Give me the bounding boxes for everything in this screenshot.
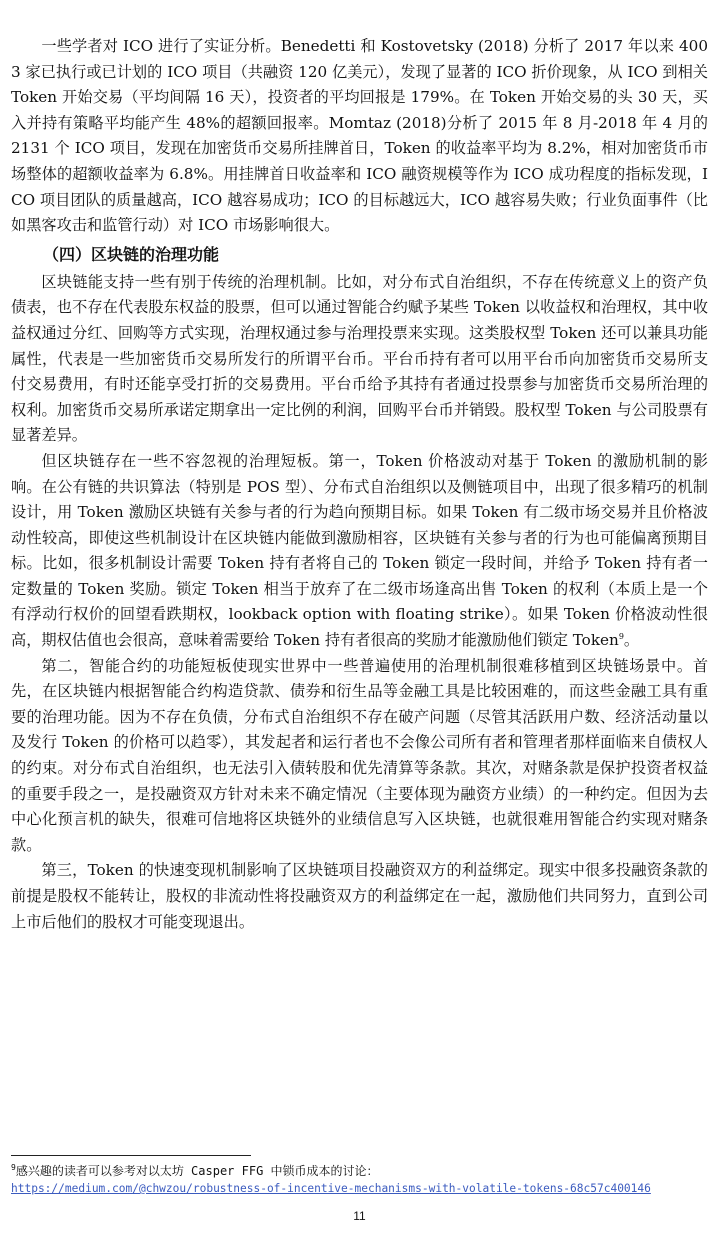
section-heading-governance: （四）区块链的治理功能 bbox=[43, 244, 220, 264]
paragraph-governance-shortcomings: 但区块链存在一些不容忽视的治理短板。第一，Token 价格波动对基于 Token 的激励机制的影响。在公有链的共识算法（特别是 POS 型）、分布式自治组织以及侧链项目中，出现了很多精巧的机制设计，用 Token 激励区块链有关参与者的行为趋向预期目标。如果 Token 有二级市场交易并且价格波动性较高，即使这些机制设计在区块链内能做到激励相容，区块链有关参与者的行为也可能偏离预期目标。比如，很多机制设计需要 Token 持有者将自己的 Token 锁定一段时间，并给予 Token 持有者一定数量的 Token 奖励。锁定 Token 相当于放弃了在二级市场逢高出售 Token 的权利（本质上是一个有浮动行权价的回望看跌期权，lookback option with floating strike）。如果 Token 价格波动性很高，期权估值也会很高，意味着需要给 Token 持有者很高的奖励才能激励他们锁定 Token$^9$。 bbox=[11, 451, 708, 650]
page-number: 11 bbox=[353, 1209, 366, 1223]
paragraph-ico-empirical-analysis: 一些学者对 ICO 进行了实证分析。Benedetti 和 Kostovetsky (2018) 分析了 2017 年以来 4003 家已执行或已计划的 ICO 项目（共融资 120 亿美元），发现了显著的 ICO 折价现象，从 ICO 到相关 Token 开始交易（平均间隔 16 天），投资者的平均回报是 179%。在 Token 开始交易的头 30 天，买入并持有策略平均能产生 48%的超额回报率。Momtaz (2018)分析了 2015 年 8 月-2018 年 4 月的 2131 个 ICO 项目，发现在加密货币交易所挂牌首日，Token 的收益率平均为 8.2%，相对加密货币市场整体的超额收益率为 6.8%。用挂牌首日收益率和 ICO 融资规模等作为 ICO 成功程度的指标发现，ICO 项目团队的质量越高，ICO 越容易成功；ICO 的目标越远大，ICO 越容易失败；行业负面事件（比如黑客攻击和监管行动）对 ICO 市场影响很大。 bbox=[11, 37, 708, 235]
footnote bbox=[11, 1163, 708, 1197]
footnote-text: 感兴趣的读者可以参考对以太坊 Casper FFG 中锁币成本的讨论： bbox=[15, 1164, 379, 1178]
paragraph-governance-mechanisms: 区块链能支持一些有别于传统的治理机制。比如，对分布式自治组织，不存在传统意义上的资产负债表，也不存在代表股东权益的股票，但可以通过智能合约赋予某些 Token 以收益权和治理权，其中收益权通过分红、回购等方式实现，治理权通过参与治理投票来实现。这类股权型 Token 还可以兼具功能属性，代表是一些加密货币交易所发行的所谓平台币。平台币持有者可以用平台币向加密货币交易所支付交易费用，有时还能享受打折的交易费用。平台币给予其持有者通过投票参与加密货币交易所治理的权利。加密货币交易所承诺定期拿出一定比例的利润，回购平台币并销毁。股权型 Token 与公司股票有显著差异。 bbox=[11, 272, 708, 445]
footnote-link[interactable]: https://medium.com/@chwzou/robustness-of-incentive-mechanisms-with-volatile-tokens-68c57c400146 bbox=[11, 1182, 651, 1195]
paragraph-smart-contract-limits: 第二，智能合约的功能短板使现实世界中一些普遍使用的治理机制很难移植到区块链场景中。首先，在区块链内根据智能合约构造贷款、债券和衍生品等金融工具是比较困难的，而这些金融工具有重要的治理功能。因为不存在负债，分布式自治组织不存在破产问题（尽管其活跃用户数、经济活动量以及发行 Token 的价格可以趋零），其发起者和运行者也不会像公司所有者和管理者那样面临来自债权人的约束。对分布式自治组织，也无法引入债转股和优先清算等条款。其次，对赌条款是保护投资者权益的重要手段之一，是投融资双方针对未来不确定情况（主要体现为融资方业绩）的一种约定。但因为去中心化预言机的缺失，很难可信地将区块链外的业绩信息写入区块链，也就很难用智能合约实现对赌条款。 bbox=[11, 656, 708, 854]
paragraph-governance-shortcomings-text: 但区块链存在一些不容忽视的治理短板。第一，Token 价格波动对基于 Token 的激励机制的影响。在公有链的共识算法（特别是 POS 型）、分布式自治组织以及侧链项目中，出现了很多精巧的机制设计，用 Token 激励区块链有关参与者的行为趋向预期目标。如果 Token 有二级市场交易并且价格波动性较高，即使这些机制设计在区块链内能做到激励相容，区块链有关参与者的行为也可能偏离预期目标。比如，很多机制设计需要 Token 持有者将自己的 Token 锁定一段时间，并给予 Token 持有者一定数量的 Token 奖励。锁定 Token 相当于放弃了在二级市场逢高出售 Token 的权利（本质上是一个有浮动行权价的回望看跌期权，lookback option with floating strike）。如果 Token 价格波动性很高，期权估值也会很高，意味着需要给 Token 持有者很高的奖励才能激励他们锁定 Token bbox=[11, 451, 708, 650]
footnote-divider bbox=[11, 1155, 251, 1156]
footnote-reference-9[interactable]: 9 bbox=[618, 632, 624, 641]
paragraph-token-liquidity: 第三，Token 的快速变现机制影响了区块链项目投融资双方的利益绑定。现实中很多投融资条款的前提是股权不能转让，股权的非流动性将投融资双方的利益绑定在一起，激励他们共同努力，直到公司上市后他们的股权才可能变现退出。 bbox=[11, 861, 708, 931]
footnote-mark: 9 bbox=[11, 1163, 16, 1172]
